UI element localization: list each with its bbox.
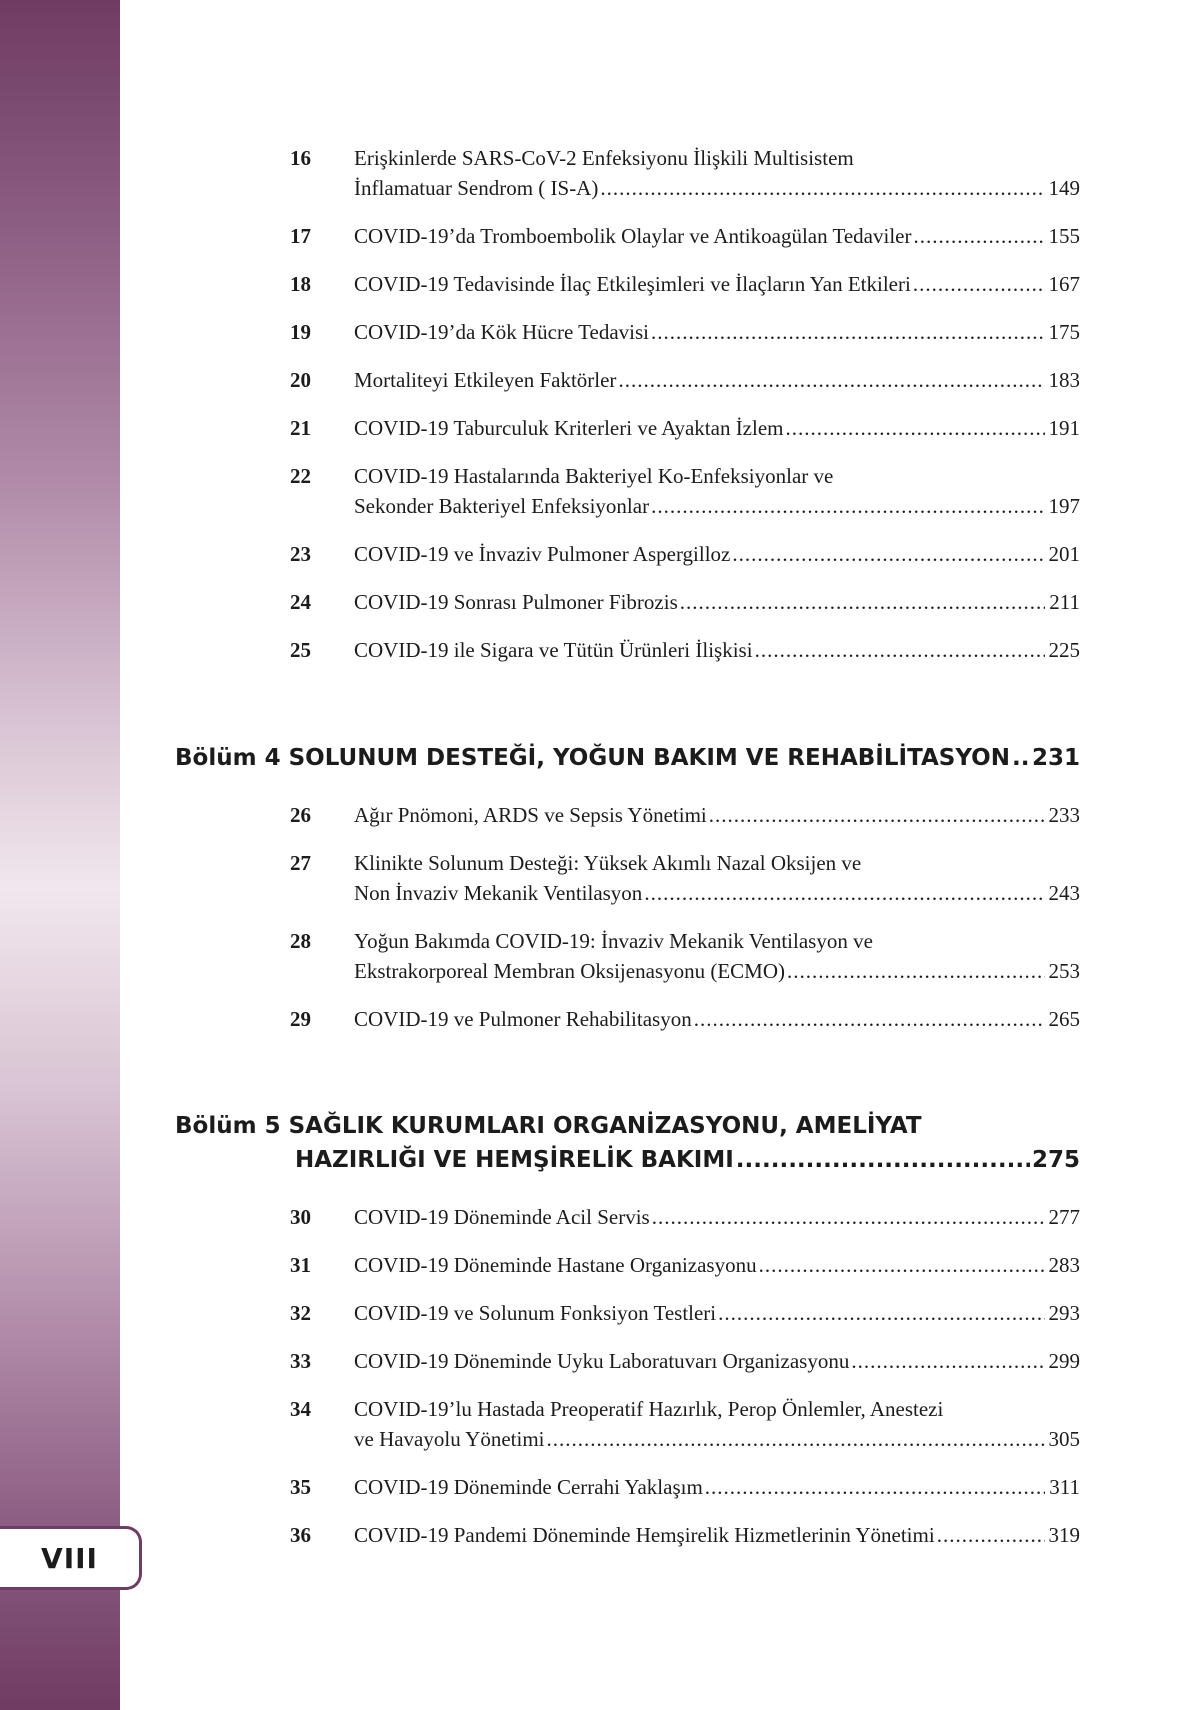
chapter-page: 183	[1048, 368, 1080, 392]
chapter-number: 32	[290, 1301, 311, 1325]
chapter-title: COVID-19 Taburculuk Kriterleri ve Ayaktan İzlem	[354, 416, 784, 440]
dot-leader	[651, 317, 1045, 347]
page-number: VIII	[41, 1541, 98, 1575]
toc-entry[interactable]	[290, 221, 1080, 251]
chapter-number: 23	[290, 542, 311, 566]
chapter-number: 18	[290, 272, 311, 296]
chapter-number: 35	[290, 1475, 311, 1499]
dot-leader	[651, 491, 1044, 521]
chapter-number: 30	[290, 1205, 311, 1229]
chapter-title: COVID-19’da Kök Hücre Tedavisi	[354, 320, 649, 344]
chapter-title-line: COVID-19 Hastalarında Bakteriyel Ko-Enfeksiyonlar ve	[354, 464, 834, 488]
section-title: Bölüm 4 SOLUNUM DESTEĞİ, YOĞUN BAKIM VE REHABİLİTASYON	[175, 745, 1010, 771]
toc-entry[interactable]	[290, 800, 1080, 830]
chapter-number: 26	[290, 803, 311, 827]
dot-leader	[718, 1298, 1044, 1328]
dot-leader	[644, 878, 1044, 908]
dot-leader	[851, 1346, 1044, 1376]
chapter-title: İnflamatuar Sendrom ( IS-A)	[354, 176, 599, 200]
dot-leader	[736, 1143, 1030, 1177]
chapter-title: COVID-19 ile Sigara ve Tütün Ürünleri İlişkisi	[354, 638, 753, 662]
toc-entry[interactable]	[290, 926, 1080, 986]
dot-leader	[913, 269, 1045, 299]
chapter-title: COVID-19 Tedavisinde İlaç Etkileşimleri ve İlaçların Yan Etkileri	[354, 272, 911, 296]
toc-entry[interactable]	[290, 1346, 1080, 1376]
section-page: 275	[1031, 1147, 1080, 1173]
chapter-number: 31	[290, 1253, 311, 1277]
chapter-title: COVID-19 ve Pulmoner Rehabilitasyon	[354, 1007, 692, 1031]
chapter-page: 211	[1049, 590, 1080, 614]
chapter-page: 283	[1048, 1253, 1080, 1277]
dot-leader	[618, 365, 1044, 395]
dot-leader	[547, 1424, 1045, 1454]
toc-entry[interactable]	[290, 1472, 1080, 1502]
chapter-number: 36	[290, 1523, 311, 1547]
section-heading-5[interactable]	[175, 1109, 1080, 1177]
toc-entry[interactable]	[290, 317, 1080, 347]
chapter-page: 155	[1048, 224, 1080, 248]
chapter-page: 175	[1048, 320, 1080, 344]
section-page: 231	[1031, 745, 1080, 771]
chapter-page: 265	[1048, 1007, 1080, 1031]
toc-entry[interactable]	[290, 635, 1080, 665]
chapter-page: 197	[1048, 494, 1080, 518]
chapter-page: 277	[1048, 1205, 1080, 1229]
chapter-page: 201	[1048, 542, 1080, 566]
chapter-title: COVID-19 ve İnvaziv Pulmoner Aspergilloz	[354, 542, 731, 566]
dot-leader	[913, 221, 1044, 251]
dot-leader	[694, 1004, 1045, 1034]
toc-entry[interactable]	[290, 1004, 1080, 1034]
chapter-number: 24	[290, 590, 311, 614]
toc-entry[interactable]	[290, 1250, 1080, 1280]
chapter-page: 191	[1048, 416, 1080, 440]
dot-leader	[732, 539, 1044, 569]
chapter-number: 28	[290, 929, 311, 953]
chapter-title-line: Erişkinlerde SARS-CoV-2 Enfeksiyonu İlişkili Multisistem	[354, 146, 854, 170]
dot-leader	[755, 635, 1045, 665]
chapter-page: 319	[1048, 1523, 1080, 1547]
dot-leader	[759, 1250, 1045, 1280]
chapter-title: COVID-19 ve Solunum Fonksiyon Testleri	[354, 1301, 717, 1325]
section-heading-4[interactable]	[175, 741, 1080, 775]
chapter-title: COVID-19 Pandemi Döneminde Hemşirelik Hizmetlerinin Yönetimi	[354, 1523, 935, 1547]
chapter-number: 16	[290, 146, 311, 170]
dot-leader	[709, 800, 1045, 830]
chapter-title: COVID-19 Döneminde Hastane Organizasyonu	[354, 1253, 757, 1277]
chapter-page: 225	[1048, 638, 1080, 662]
dot-leader	[1012, 741, 1030, 775]
chapter-title: COVID-19’da Tromboembolik Olaylar ve Antikoagülan Tedaviler	[354, 224, 912, 248]
chapter-title: Mortaliteyi Etkileyen Faktörler	[354, 368, 617, 392]
chapter-page: 253	[1048, 959, 1080, 983]
toc-entry[interactable]	[290, 587, 1080, 617]
chapter-title: COVID-19 Sonrası Pulmoner Fibrozis	[354, 590, 678, 614]
chapter-page: 305	[1048, 1427, 1080, 1451]
chapter-title: COVID-19 Döneminde Acil Servis	[354, 1205, 650, 1229]
chapter-title: Ağır Pnömoni, ARDS ve Sepsis Yönetimi	[354, 803, 707, 827]
chapter-page: 167	[1048, 272, 1080, 296]
chapter-title: Non İnvaziv Mekanik Ventilasyon	[354, 881, 643, 905]
chapter-title: COVID-19 Döneminde Uyku Laboratuvarı Organizasyonu	[354, 1349, 850, 1373]
chapter-page: 243	[1048, 881, 1080, 905]
chapter-number: 21	[290, 416, 311, 440]
toc-entry[interactable]	[290, 365, 1080, 395]
dot-leader	[600, 173, 1044, 203]
chapter-title: Ekstrakorporeal Membran Oksijenasyonu (ECMO)	[354, 959, 785, 983]
dot-leader	[786, 413, 1045, 443]
toc-entry[interactable]	[290, 1394, 1080, 1454]
toc-entry[interactable]	[290, 1298, 1080, 1328]
dot-leader	[787, 956, 1045, 986]
chapter-page: 311	[1049, 1475, 1080, 1499]
toc-entry[interactable]	[290, 269, 1080, 299]
dot-leader	[937, 1520, 1045, 1550]
dot-leader	[705, 1472, 1045, 1502]
chapter-number: 17	[290, 224, 311, 248]
chapter-title: ve Havayolu Yönetimi	[354, 1427, 545, 1451]
chapter-title-line: Yoğun Bakımda COVID-19: İnvaziv Mekanik Ventilasyon ve	[354, 929, 873, 953]
chapter-title-line: COVID-19’lu Hastada Preoperatif Hazırlık, Perop Önlemler, Anestezi	[354, 1397, 944, 1421]
chapter-number: 27	[290, 851, 311, 875]
toc-entry[interactable]	[290, 413, 1080, 443]
toc-entry[interactable]	[290, 143, 1080, 203]
dot-leader	[652, 1202, 1045, 1232]
chapter-title: Sekonder Bakteriyel Enfeksiyonlar	[354, 494, 650, 518]
toc-entry[interactable]	[290, 1520, 1080, 1550]
chapter-number: 22	[290, 464, 311, 488]
chapter-number: 19	[290, 320, 311, 344]
chapter-page: 293	[1048, 1301, 1080, 1325]
chapter-number: 20	[290, 368, 311, 392]
dot-leader	[680, 587, 1046, 617]
chapter-page: 233	[1048, 803, 1080, 827]
chapter-number: 25	[290, 638, 311, 662]
toc-entry[interactable]	[290, 461, 1080, 521]
chapter-page: 149	[1048, 176, 1080, 200]
chapter-number: 34	[290, 1397, 311, 1421]
section-title-continued: HAZIRLIĞI VE HEMŞİRELİK BAKIMI	[295, 1147, 734, 1173]
section-title: Bölüm 5 SAĞLIK KURUMLARI ORGANİZASYONU, AMELİYAT	[175, 1113, 922, 1139]
chapter-title-line: Klinikte Solunum Desteği: Yüksek Akımlı Nazal Oksijen ve	[354, 851, 862, 875]
toc-entry[interactable]	[290, 1202, 1080, 1232]
toc-entry[interactable]	[290, 539, 1080, 569]
chapter-page: 299	[1048, 1349, 1080, 1373]
chapter-title: COVID-19 Döneminde Cerrahi Yaklaşım	[354, 1475, 703, 1499]
chapter-number: 33	[290, 1349, 311, 1373]
chapter-number: 29	[290, 1007, 311, 1031]
toc-entry[interactable]	[290, 848, 1080, 908]
